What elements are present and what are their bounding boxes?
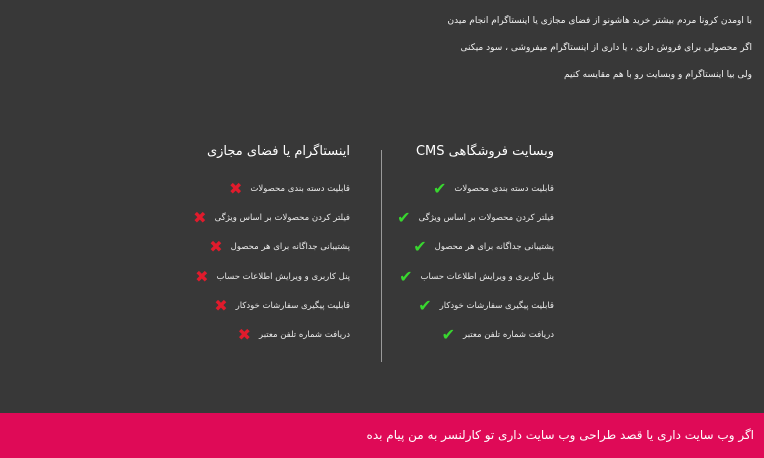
feature-label: پشتیبانی جداگانه برای هر محصول (434, 242, 554, 253)
feature-label: پنل کاربری و ویرایش اطلاعات حساب (420, 271, 554, 282)
instagram-feature-row (180, 262, 350, 291)
intro-line-1: با اومدن کرونا مردم بیشتر خرید هاشونو از فضای مجازی یا اینستاگرام انجام میدن (447, 16, 752, 26)
feature-label: قابلیت پیگیری سفارشات خودکار (235, 300, 350, 311)
check-icon: ✔ (399, 266, 413, 286)
website-feature-row (384, 203, 554, 232)
instagram-column (180, 140, 350, 350)
cross-icon: ✖ (195, 266, 209, 286)
website-feature-row (384, 174, 554, 203)
feature-label: دریافت شماره تلفن معتبر (463, 330, 554, 341)
cross-icon: ✖ (229, 178, 243, 198)
feature-label: قابلیت دسته بندی محصولات (454, 183, 554, 194)
intro-text (12, 8, 752, 89)
feature-label: دریافت شماره تلفن معتبر (259, 330, 350, 341)
website-feature-row (384, 262, 554, 291)
instagram-feature-row (180, 203, 350, 232)
check-icon: ✔ (418, 295, 432, 315)
website-feature-row (384, 291, 554, 320)
intro-line-3: ولی بیا اینستاگرام و وبسایت رو با هم مقایسه کنیم (564, 70, 752, 80)
website-feature-row (384, 320, 554, 349)
instagram-column-title: اینستاگرام یا فضای مجازی (206, 144, 350, 159)
cross-icon: ✖ (237, 325, 252, 345)
website-feature-row (384, 233, 554, 262)
instagram-feature-row (180, 174, 350, 203)
feature-label: قابلیت دسته بندی محصولات (250, 183, 350, 194)
cross-icon: ✖ (214, 295, 228, 315)
feature-label: فیلتر کردن محصولات بر اساس ویژگی (214, 212, 350, 223)
feature-label: قابلیت پیگیری سفارشات خودکار (439, 300, 554, 311)
instagram-feature-row (180, 320, 350, 349)
check-icon: ✔ (413, 237, 427, 257)
website-column-title: وبسایت فروشگاهی CMS (415, 144, 554, 159)
check-icon: ✔ (441, 325, 456, 345)
feature-label: پنل کاربری و ویرایش اطلاعات حساب (216, 271, 350, 282)
instagram-feature-row (180, 233, 350, 262)
contact-banner-text: اگر وب سایت داری یا قصد طراحی وب سایت داری تو کارلنسر به من پیام بده (366, 428, 754, 442)
instagram-feature-row (180, 291, 350, 320)
comparison-section (150, 140, 610, 365)
cross-icon: ✖ (209, 237, 223, 257)
column-divider (381, 150, 382, 362)
check-icon: ✔ (433, 178, 447, 198)
check-icon: ✔ (397, 207, 411, 227)
website-column (384, 140, 554, 350)
cross-icon: ✖ (193, 207, 207, 227)
feature-label: فیلتر کردن محصولات بر اساس ویژگی (418, 212, 554, 223)
contact-banner[interactable] (0, 413, 764, 458)
feature-label: پشتیبانی جداگانه برای هر محصول (230, 242, 350, 253)
intro-line-2: اگر محصولی برای فروش داری ، یا داری از اینستاگرام میفروشی ، سود میکنی (460, 43, 752, 53)
